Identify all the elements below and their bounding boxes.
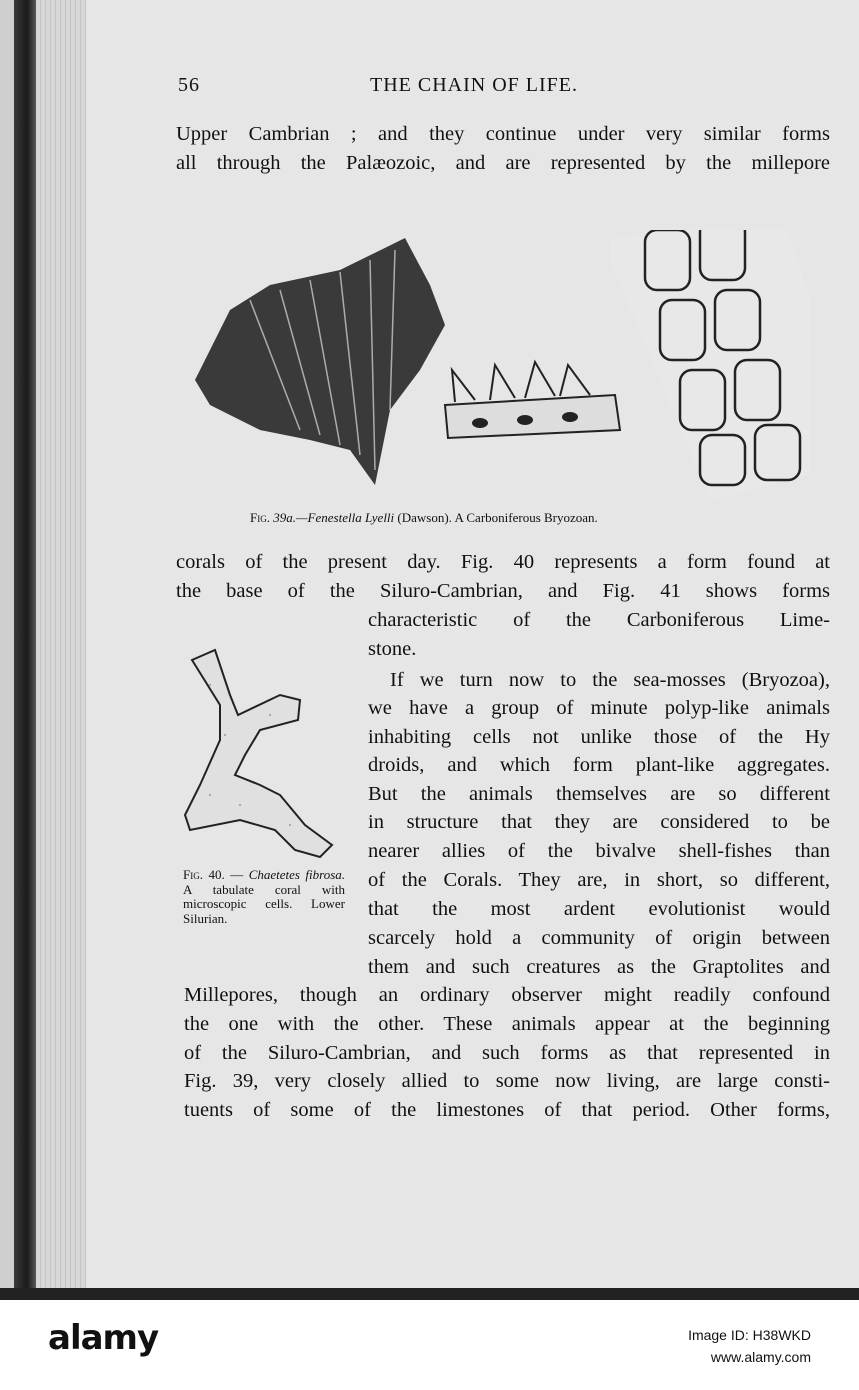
running-title: THE CHAIN OF LIFE. bbox=[370, 74, 578, 96]
text-line: corals of the present day. Fig. 40 represents a form found at bbox=[176, 551, 830, 573]
text-line: scarcely hold a community of origin between bbox=[368, 927, 830, 949]
text-line: Millepores, though an ordinary observer might readily confound bbox=[184, 984, 830, 1006]
text-line: the base of the Siluro-Cambrian, and Fig. 41 shows forms bbox=[176, 580, 830, 602]
text-line: that the most ardent evolutionist would bbox=[368, 898, 830, 920]
fig-description: A tabulate coral with microscopic cells. Lower Silurian. bbox=[183, 881, 345, 926]
figure-39a-caption bbox=[250, 510, 598, 526]
alamy-logo: alamy bbox=[48, 1318, 159, 1358]
figure-40-coral-illustration bbox=[180, 645, 340, 865]
fig-species: Chaetetes fibrosa. bbox=[248, 867, 346, 882]
bryozoan-mesh-detail bbox=[610, 230, 810, 500]
text-line: inhabiting cells not unlike those of the Hy bbox=[368, 726, 830, 748]
fig-number: 39a.— bbox=[273, 510, 308, 525]
image-id-info bbox=[688, 1324, 811, 1368]
fig-label: Fig. bbox=[183, 867, 203, 882]
text-line: the one with the other. These animals appear at the beginning bbox=[184, 1013, 830, 1035]
text-line: them and such creatures as the Graptolites and bbox=[368, 956, 830, 978]
fig-number: 40. — bbox=[208, 867, 244, 882]
text-line: in structure that they are considered to be bbox=[368, 811, 830, 833]
alamy-url: www.alamy.com bbox=[710, 1349, 811, 1365]
page-stack-edges bbox=[36, 0, 86, 1300]
page-edge bbox=[0, 0, 14, 1300]
fig-label: Fig. bbox=[250, 510, 270, 525]
text-line: we have a group of minute polyp-like animals bbox=[368, 697, 830, 719]
text-line: If we turn now to the sea-mosses (Bryozoa), bbox=[390, 669, 830, 691]
scan-bottom-edge bbox=[0, 1288, 859, 1300]
text-line: stone. bbox=[368, 638, 417, 660]
book-binding bbox=[14, 0, 36, 1300]
text-line: of the Siluro-Cambrian, and such forms as that represented in bbox=[184, 1042, 830, 1064]
figure-40-caption bbox=[183, 868, 345, 926]
text-line: nearer allies of the bivalve shell-fishes than bbox=[368, 840, 830, 862]
text-line: Fig. 39, very closely allied to some now living, are large consti- bbox=[184, 1070, 830, 1092]
fenestella-fragment bbox=[195, 238, 445, 485]
text-line: all through the Palæozoic, and are represented by the millepore bbox=[176, 152, 830, 174]
page-number: 56 bbox=[178, 74, 200, 96]
text-line: of the Corals. They are, in short, so different, bbox=[368, 869, 830, 891]
text-line: tuents of some of the limestones of that period. Other forms, bbox=[184, 1099, 830, 1121]
text-line: characteristic of the Carboniferous Lime- bbox=[368, 609, 830, 631]
text-line: But the animals themselves are so different bbox=[368, 783, 830, 805]
text-line: Upper Cambrian ; and they continue under very similar forms bbox=[176, 123, 830, 145]
figure-39a-illustration bbox=[190, 230, 820, 510]
text-line: droids, and which form plant-like aggregates. bbox=[368, 754, 830, 776]
fig-species: Fenestella Lyelli bbox=[307, 510, 395, 525]
image-id: Image ID: H38WKD bbox=[688, 1327, 811, 1343]
bryozoan-spine-detail bbox=[445, 362, 620, 438]
fig-description: (Dawson). A Carboniferous Bryozoan. bbox=[397, 510, 598, 525]
